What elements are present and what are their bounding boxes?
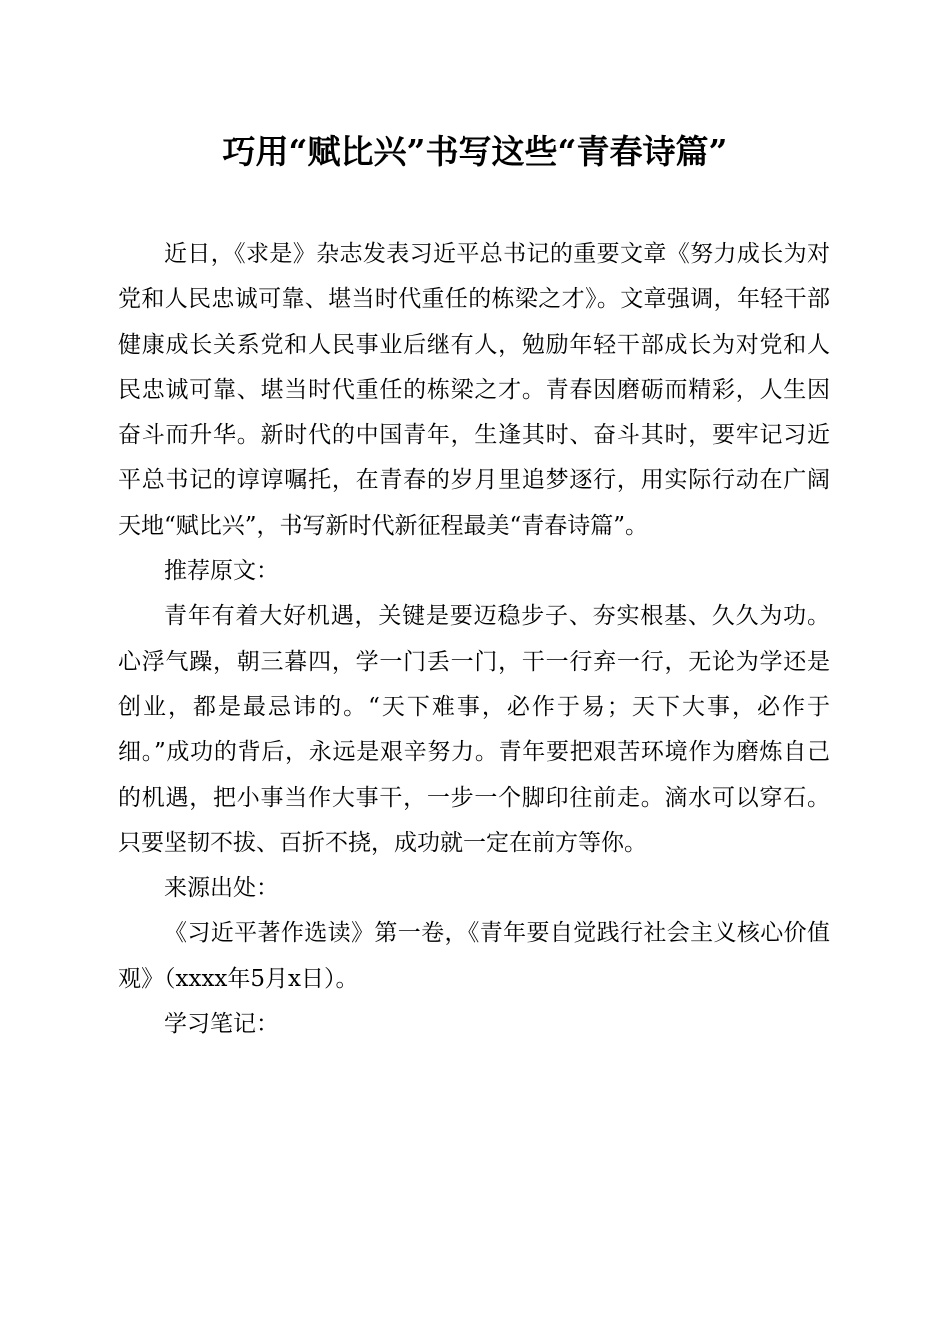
document-title: 巧用“赋比兴”书写这些“青春诗篇”: [222, 132, 728, 171]
original-text-paragraph: 青年有着大好机遇，关键是要迈稳步子、夯实根基、久久为功。心浮气躁，朝三暮四，学一门丢一门，干一行弃一行，无论为学还是创业，都是最忌讳的。“天下难事，必作于易；天下大事，必作于细。”成功的背后，永远是艰辛努力。青年要把艰苦环境作为磨炼自己的机遇，把小事当作大事干，一步一个脚印往前走。滴水可以穿石。只要坚韧不拔、百折不挠，成功就一定在前方等你。: [118, 603, 830, 856]
study-notes-heading: 学习笔记：: [164, 1011, 279, 1038]
recommended-text-heading: 推荐原文：: [164, 558, 279, 585]
source-paragraph: 《习近平著作选读》第一卷，《青年要自觉践行社会主义核心价值观》（xxxx年5月x日）。: [118, 920, 830, 992]
source-heading: 来源出处：: [164, 875, 279, 902]
document-body: [118, 232, 830, 1047]
intro-paragraph: 近日，《求是》杂志发表习近平总书记的重要文章《努力成长为对党和人民忠诚可靠、堪当时代重任的栋梁之才》。文章强调，年轻干部健康成长关系党和人民事业后继有人，勉励年轻干部成长为对党和人民忠诚可靠、堪当时代重任的栋梁之才。青春因磨砺而精彩，人生因奋斗而升华。新时代的中国青年，生逢其时、奋斗其时，要牢记习近平总书记的谆谆嘱托，在青春的岁月里追梦逐行，用实际行动在广阔天地“赋比兴”，书写新时代新征程最美“青春诗篇”。: [118, 241, 830, 539]
